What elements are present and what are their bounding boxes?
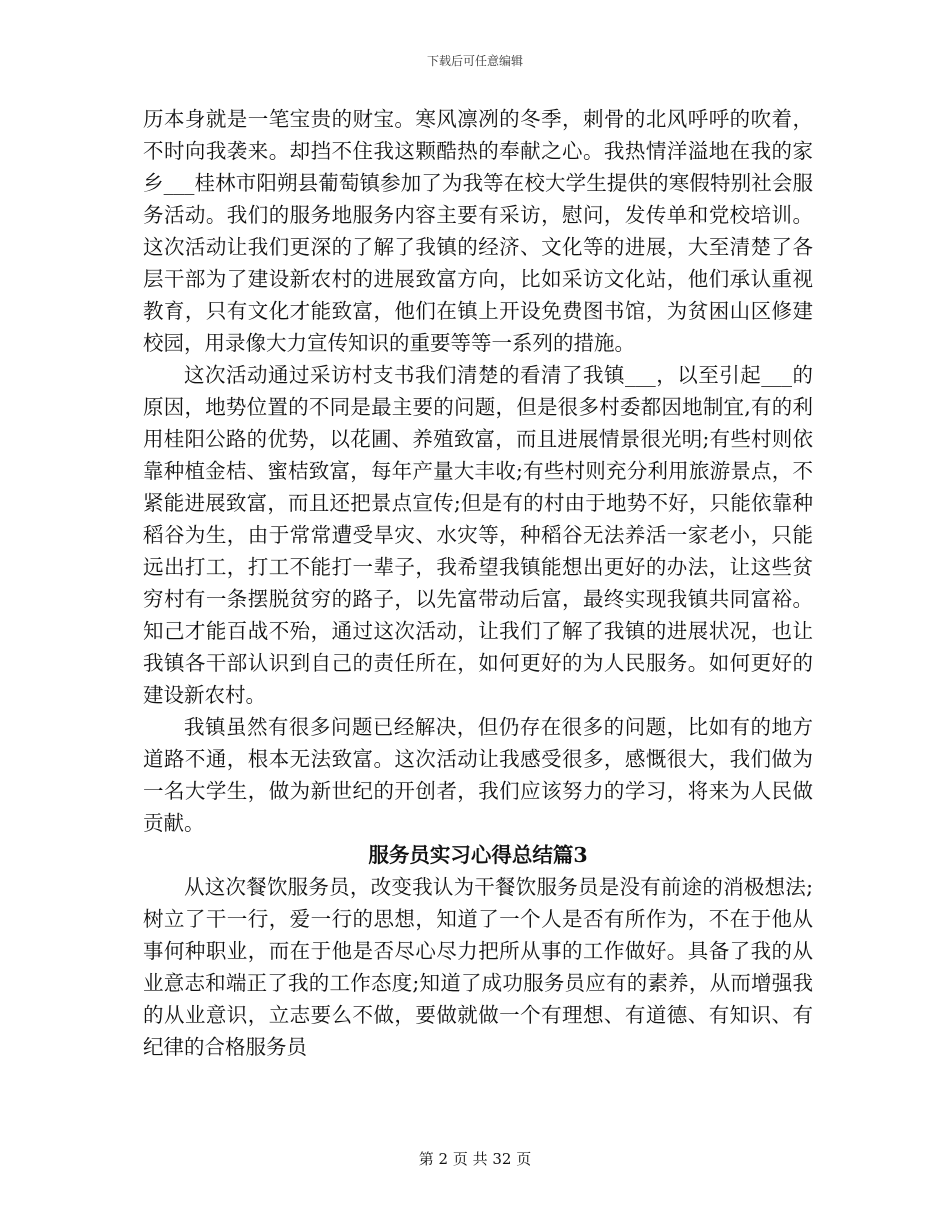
section-title: 服务员实习心得总结篇3: [368, 843, 588, 867]
paragraph-1: 历本身就是一笔宝贵的财宝。寒风凛冽的冬季，刺骨的北风呼呼的吹着，不时向我袭来。却挡不住我这颗酷热的奉献之心。我热情洋溢地在我的家乡___桂林市阳朔县葡萄镇参加了为我等在校大学生提供的寒假特别社会服务活动。我们的服务地服务内容主要有采访，慰问，发传单和党校培训。这次活动让我们更深的了解了我镇的经济、文化等的进展，大至清楚了各层干部为了建设新农村的进展致富方向，比如采访文化站，他们承认重视教育，只有文化才能致富，他们在镇上开设免费图书馆，为贫困山区修建校园，用录像大力宣传知识的重要等等一系列的措施。: [143, 107, 813, 355]
paragraph-4: 从这次餐饮服务员，改变我认为干餐饮服务员是没有前途的消极想法;树立了干一行，爱一行的思想，知道了一个人是否有所作为，不在于他从事何种职业，而在于他是否尽心尽力把所从事的工作做好。具备了我的从业意志和端正了我的工作态度;知道了成功服务员应有的素养，从而增强我的从业意识，立志要么不做，要做就做一个有理想、有道德、有知识、有纪律的合格服务员: [143, 875, 813, 1059]
document-body: [143, 103, 813, 1063]
paragraph-2: 这次活动通过采访村支书我们清楚的看清了我镇___，以至引起___的原因，地势位置的不同是最主要的问题，但是很多村委都因地制宜,有的利用桂阳公路的优势，以花圃、养殖致富，而且进展情景很光明;有些村则依靠种植金桔、蜜桔致富，每年产量大丰收;有些村则充分利用旅游景点，不紧能进展致富，而且还把景点宣传;但是有的村由于地势不好，只能依靠种稻谷为生，由于常常遭受旱灾、水灾等，种稻谷无法养活一家老小，只能远出打工，打工不能打一辈子，我希望我镇能想出更好的办法，让这些贫穷村有一条摆脱贫穷的路子，以先富带动后富，最终实现我镇共同富裕。知己才能百战不殆，通过这次活动，让我们了解了我镇的进展状况，也让我镇各干部认识到自己的责任所在，如何更好的为人民服务。如何更好的建设新农村。: [143, 363, 813, 707]
paragraph-3: 我镇虽然有很多问题已经解决，但仍存在很多的问题，比如有的地方道路不通，根本无法致富。这次活动让我感受很多，感慨很大，我们做为一名大学生，做为新世纪的开创者，我们应该努力的学习，将来为人民做贡献。: [143, 715, 813, 835]
page-footer: 第 2 页 共 32 页: [418, 1150, 532, 1168]
page-header: 下载后可任意编辑: [426, 54, 523, 68]
